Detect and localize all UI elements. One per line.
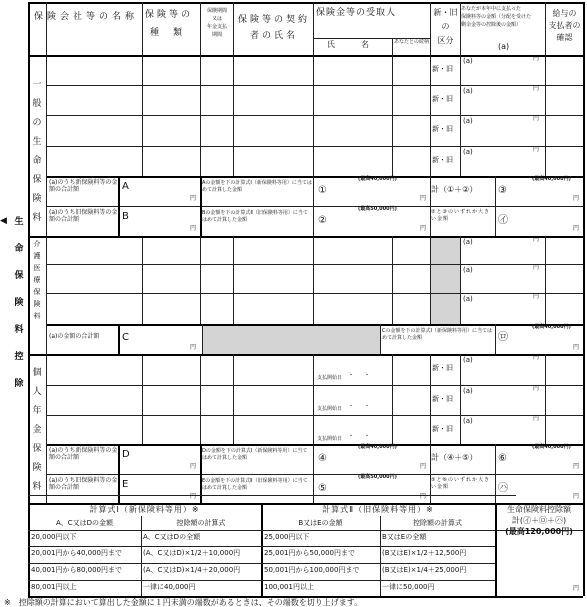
- header-newold: の: [441, 22, 450, 31]
- rule-line: [583, 530, 585, 596]
- rule-line: [313, 2, 314, 55]
- yen-label: 円: [533, 385, 540, 392]
- amount-total-input[interactable]: [118, 474, 200, 504]
- company-input[interactable]: [46, 264, 142, 294]
- max-label: (最高40,000円): [358, 176, 397, 182]
- rule-line: [380, 324, 381, 354]
- contractor-input[interactable]: [233, 146, 313, 176]
- rule-line: [392, 236, 393, 324]
- header-amount: 剰余金等の控除後の金額）: [461, 22, 522, 28]
- yen-label: 円: [573, 493, 580, 500]
- amount-label: (a)のうち旧保険料等の金額の合計額: [49, 477, 118, 492]
- circle-number: ⑥: [498, 453, 507, 464]
- amount-total-input[interactable]: [118, 206, 200, 236]
- formula1-title: 計算式Ⅰ（新保険料等用）※: [89, 505, 200, 514]
- rule-line: [313, 176, 314, 236]
- header-confirm: 支払者の: [548, 21, 581, 30]
- section-nursing-char: 険: [33, 300, 41, 308]
- period-dot: ・: [364, 372, 371, 379]
- rule-line: [141, 516, 142, 596]
- rule-line: [200, 354, 201, 444]
- formula1-range: 20,000円以下: [31, 533, 77, 541]
- rule-line: [430, 55, 431, 176]
- amount-input[interactable]: [460, 236, 545, 266]
- header-period: 保険期間: [206, 8, 227, 14]
- side-label-char: 控: [14, 352, 24, 362]
- newold-label: 新・旧: [432, 395, 453, 403]
- newold-label: 新・旧: [432, 95, 453, 103]
- amount-input[interactable]: [460, 293, 545, 323]
- amount-mark: (a): [463, 238, 473, 246]
- header-amount-mark: (a): [498, 42, 510, 51]
- amount-input[interactable]: [460, 385, 545, 415]
- max-label: (最高40,000円): [358, 444, 397, 450]
- contractor-input[interactable]: [233, 354, 313, 384]
- formula1-calc: A、C又はDの全額: [143, 533, 201, 541]
- type-input[interactable]: [142, 115, 200, 145]
- contractor-input[interactable]: [233, 85, 313, 115]
- amount-label: (a)の金額の合計額: [49, 333, 100, 340]
- company-input[interactable]: [46, 415, 142, 445]
- yen-label: 円: [190, 344, 197, 351]
- circle-number: ㋩: [498, 483, 508, 494]
- period-dot: ・: [348, 403, 355, 410]
- yen-label: 円: [533, 415, 540, 422]
- gray-block: [430, 236, 460, 324]
- yen-label: 円: [533, 264, 540, 271]
- row-letter: D: [122, 449, 130, 460]
- rule-line: [46, 176, 47, 236]
- amount-mark: (a): [463, 87, 473, 95]
- yen-label: 円: [573, 463, 580, 470]
- footnote: ※ 控除額の計算において算出した金額に１円未満の端数があるときは、その端数を切り上げます。: [4, 598, 363, 607]
- formula2-calc: 一律に50,000円: [382, 583, 435, 591]
- section-general-char: 一: [32, 80, 42, 90]
- row-letter: E: [122, 479, 129, 490]
- yen-label: 円: [533, 115, 540, 122]
- amount-label: (a)のうち旧保険料等の金額の合計額: [49, 209, 118, 224]
- rule-line: [142, 2, 143, 55]
- amount-mark: (a): [463, 387, 473, 395]
- amount-input[interactable]: [460, 354, 545, 384]
- header-period: 年金支払: [206, 24, 227, 30]
- company-input[interactable]: [46, 236, 142, 266]
- type-input[interactable]: [142, 85, 200, 115]
- row-letter: B: [122, 211, 129, 222]
- newold-label: 新・旧: [432, 125, 453, 133]
- section-pension-char: 険: [32, 463, 42, 473]
- type-input[interactable]: [142, 55, 200, 85]
- amount-label: (a)のうち新保険料等の金額の合計額: [49, 447, 118, 462]
- type-input[interactable]: [142, 415, 200, 445]
- amount-mark: (a): [463, 356, 473, 364]
- circle-number: ④: [318, 453, 327, 464]
- rule-line: [28, 563, 495, 564]
- amount-mark: (a): [463, 417, 473, 425]
- section-general-char: 料: [32, 213, 42, 223]
- rule-line: [200, 55, 201, 176]
- section-general-char: 生: [32, 137, 42, 147]
- section-pension-char: 人: [32, 387, 42, 397]
- yen-label: 円: [533, 55, 540, 62]
- recipient-input[interactable]: [313, 293, 392, 323]
- circle-number: ③: [498, 185, 507, 196]
- total-max: (最高120,000円): [505, 527, 573, 536]
- header-period: 期間: [211, 32, 222, 38]
- either-label: ⑤と⑥のいずれか大きい金額: [431, 477, 490, 490]
- yen-label: 円: [573, 225, 580, 232]
- header-amount: あなたが本年中に支払った: [461, 6, 522, 12]
- recipient-input[interactable]: [313, 264, 392, 294]
- contractor-input[interactable]: [233, 55, 313, 85]
- amount-input[interactable]: [460, 415, 545, 445]
- header-amount: 保険料等の金額（分配を受けた: [461, 14, 532, 20]
- max-label: (最高40,000円): [532, 444, 571, 450]
- period-dot: ・: [364, 433, 371, 440]
- pension-period-label: 支払開始日: [317, 406, 343, 412]
- period-dot: ・: [348, 433, 355, 440]
- section-nursing-char: 料: [33, 312, 41, 320]
- amount-total-input[interactable]: [118, 176, 200, 206]
- formula1-col1: A、C又はDの金額: [55, 519, 114, 527]
- amount-input[interactable]: [460, 55, 545, 85]
- circle-number: ②: [318, 215, 327, 226]
- recipient-input[interactable]: [313, 146, 392, 176]
- section-nursing-char: 療: [33, 276, 41, 284]
- rule-line: [430, 354, 431, 444]
- header-confirm: 給与の: [552, 9, 577, 18]
- section-nursing-char: 介: [33, 240, 41, 248]
- yen-label: 円: [420, 493, 427, 500]
- yen-label: 円: [573, 585, 580, 592]
- sum-label: 計（①＋②）: [431, 185, 478, 194]
- yen-label: 円: [533, 354, 540, 361]
- section-pension-char: 金: [32, 425, 42, 435]
- formula2-range: 50,001円から100,000円まで: [264, 566, 360, 574]
- rule-line: [28, 530, 495, 531]
- amount-mark: (a): [463, 57, 473, 65]
- section-general-char: の: [32, 118, 42, 128]
- side-label-char: 保: [14, 271, 24, 281]
- company-input[interactable]: [46, 354, 142, 384]
- yen-label: 円: [190, 493, 197, 500]
- yen-label: 円: [190, 195, 197, 202]
- formula2-range: 100,001円以上: [264, 583, 314, 591]
- total-deduction-input[interactable]: [495, 503, 583, 596]
- side-arrow-icon: ◀: [0, 216, 7, 226]
- circle-number: ⑤: [318, 483, 327, 494]
- formula2-calc: (B又はE)×1/4＋25,000円: [382, 566, 467, 574]
- formula1-calc: (A、C又はD)×1/4＋20,000円: [143, 566, 241, 574]
- section-pension-char: 個: [32, 368, 42, 378]
- section-general-char: 命: [32, 156, 42, 166]
- formula2-col1: B又はEの金額: [298, 519, 343, 527]
- section-nursing-char: 保: [33, 288, 41, 296]
- amount-mark: (a): [463, 117, 473, 125]
- section-general-char: 般: [32, 99, 42, 109]
- recipient-input[interactable]: [313, 115, 392, 145]
- type-input[interactable]: [142, 146, 200, 176]
- company-input[interactable]: [46, 146, 142, 176]
- header-recipient-name: 氏名: [327, 40, 395, 49]
- company-input[interactable]: [46, 385, 142, 415]
- calc-label: Cの金額を下の計算式Ⅰ（新保険料等用）に当てはめて計算した金額: [382, 328, 492, 341]
- formula1-range: 40,001円から80,000円まで: [31, 566, 122, 574]
- rule-line: [28, 495, 516, 496]
- header-newold: 区分: [437, 36, 454, 45]
- yen-label: 円: [190, 225, 197, 232]
- yen-label: 円: [420, 225, 427, 232]
- rule-line: [495, 176, 496, 236]
- contractor-input[interactable]: [233, 385, 313, 415]
- rule-line: [545, 236, 546, 324]
- total-title: 生命保険料控除額: [507, 505, 571, 514]
- rule-line: [46, 324, 47, 354]
- amount-total-input[interactable]: [118, 324, 202, 354]
- rule-line: [392, 55, 393, 176]
- amount-mark: (a): [463, 148, 473, 156]
- max-label: (最高50,000円): [358, 474, 397, 480]
- amount-input[interactable]: [460, 85, 545, 115]
- formula1-col2: 控除額の計算式: [176, 519, 226, 527]
- newold-label: 新・旧: [432, 65, 453, 73]
- formula2-range: 25,000円以下: [264, 533, 310, 541]
- side-label-char: 除: [14, 379, 24, 389]
- amount-mark: (a): [463, 266, 473, 274]
- formula1-calc: 一律に40,000円: [143, 583, 196, 591]
- formula2-calc: (B又はE)×1/2＋12,500円: [382, 549, 467, 557]
- period-dot: ・: [364, 403, 371, 410]
- section-nursing-char: 医: [33, 264, 41, 272]
- header-confirm: 確認: [556, 33, 573, 42]
- section-nursing-char: 護: [33, 252, 41, 260]
- calc-label: Eの金額を下の計算式Ⅱ（旧保険料等用）に当てはめて計算した金額: [202, 478, 308, 491]
- amount-input[interactable]: [460, 146, 545, 176]
- rule-line: [28, 2, 583, 4]
- section-general-char: 険: [32, 194, 42, 204]
- amount-mark: (a): [463, 295, 473, 303]
- max-label: (最高40,000円): [532, 324, 571, 330]
- max-label: (最高50,000円): [358, 206, 397, 212]
- type-input[interactable]: [142, 354, 200, 384]
- yen-label: 円: [533, 236, 540, 243]
- recipient-input[interactable]: [313, 85, 392, 115]
- either-label: ②と③のいずれか大きい金額: [431, 209, 490, 222]
- section-general-char: 保: [32, 175, 42, 185]
- side-label-char: 生: [14, 217, 24, 227]
- header-relation: あなたとの続柄: [393, 39, 429, 45]
- pension-period-label: 支払開始日: [317, 375, 343, 381]
- formula2-title: 計算式Ⅱ（旧保険料等用）※: [322, 505, 434, 514]
- recipient-input[interactable]: [313, 236, 392, 266]
- company-input[interactable]: [46, 85, 142, 115]
- recipient-input[interactable]: [313, 55, 392, 85]
- max-label: (最高40,000円): [532, 176, 571, 182]
- circle-number: ㋺: [498, 332, 508, 343]
- amount-total-input[interactable]: [118, 444, 200, 474]
- circle-number: ㋑: [498, 215, 508, 226]
- calc-label: Dの金額を下の計算式Ⅰ（新保険料等用）に当てはめて計算した金額: [202, 448, 308, 461]
- side-label-char: 命: [14, 244, 24, 254]
- header-type-bottom: 種類: [150, 28, 197, 38]
- company-input[interactable]: [46, 55, 142, 85]
- rule-line: [380, 516, 381, 596]
- section-pension-char: 年: [32, 406, 42, 416]
- rule-line: [392, 354, 393, 444]
- rule-line: [28, 503, 30, 596]
- rule-line: [28, 580, 495, 581]
- header-company: 保険会社等の名称: [33, 12, 138, 22]
- formula2-col2: 控除額の計算式: [413, 519, 462, 527]
- company-input[interactable]: [46, 293, 142, 323]
- newold-label: 新・旧: [432, 364, 453, 372]
- yen-label: 円: [420, 195, 427, 202]
- formula2-range: 25,001円から50,000円まで: [264, 549, 355, 557]
- contractor-input[interactable]: [233, 264, 313, 294]
- rule-line: [495, 324, 496, 354]
- yen-label: 円: [573, 195, 580, 202]
- header-contractor: 保険等の契約者の氏名: [237, 15, 310, 42]
- header-newold: 新・旧: [433, 8, 458, 17]
- company-input[interactable]: [46, 115, 142, 145]
- rule-line: [583, 2, 585, 530]
- yen-label: 円: [420, 463, 427, 470]
- newold-label: 新・旧: [432, 156, 453, 164]
- yen-label: 円: [533, 293, 540, 300]
- contractor-input[interactable]: [233, 115, 313, 145]
- pension-period-label: 支払開始日: [317, 436, 343, 442]
- circle-number: ①: [318, 185, 327, 196]
- amount-label: (a)のうち新保険料等の金額の合計額: [49, 179, 118, 194]
- newold-label: 新・旧: [432, 425, 453, 433]
- rule-line: [28, 546, 495, 547]
- section-pension-char: 保: [32, 444, 42, 454]
- row-letter: A: [122, 181, 129, 192]
- yen-label: 円: [190, 463, 197, 470]
- type-input[interactable]: [142, 385, 200, 415]
- contractor-input[interactable]: [233, 415, 313, 445]
- side-label-char: 料: [14, 325, 24, 335]
- yen-label: 円: [533, 146, 540, 153]
- amount-input[interactable]: [460, 115, 545, 145]
- contractor-input[interactable]: [233, 293, 313, 323]
- period-dot: ・: [348, 372, 355, 379]
- calc-label: Aの金額を下の計算式Ⅰ（新保険料等用）に当てはめて計算した金額: [202, 180, 312, 193]
- formula1-range: 20,001円から40,000円まで: [31, 549, 122, 557]
- contractor-input[interactable]: [233, 236, 313, 266]
- formula2-calc: B又はEの全額: [382, 533, 427, 541]
- formula1-range: 80,001円以上: [31, 583, 77, 591]
- amount-input[interactable]: [460, 264, 545, 294]
- gray-block: [202, 324, 380, 354]
- rule-line: [200, 236, 201, 324]
- row-letter: C: [122, 332, 129, 343]
- yen-label: 円: [573, 344, 580, 351]
- rule-line: [202, 324, 203, 354]
- side-label-char: 険: [14, 298, 24, 308]
- sum-label: 計（④＋⑤）: [431, 453, 478, 462]
- rule-line: [261, 503, 263, 596]
- rule-line: [545, 55, 546, 176]
- type-input[interactable]: [142, 293, 200, 323]
- type-input[interactable]: [142, 264, 200, 294]
- header-period: 又は: [211, 16, 222, 22]
- section-pension-char: 料: [32, 482, 42, 492]
- header-type-top: 保険等の: [145, 10, 194, 20]
- rule-line: [545, 354, 546, 444]
- formula1-calc: (A、C又はD)×1/2＋10,000円: [143, 549, 241, 557]
- calc-label: Bの金額を下の計算式Ⅱ（旧保険料等用）に当てはめて計算した金額: [202, 210, 308, 223]
- total-formula: 計(㋑＋㋺＋㋩): [511, 516, 567, 525]
- yen-label: 円: [533, 85, 540, 92]
- header-recipient: 保険金等の受取人: [316, 8, 397, 18]
- rule-line: [233, 2, 234, 55]
- rule-line: [430, 236, 431, 324]
- type-input[interactable]: [142, 236, 200, 266]
